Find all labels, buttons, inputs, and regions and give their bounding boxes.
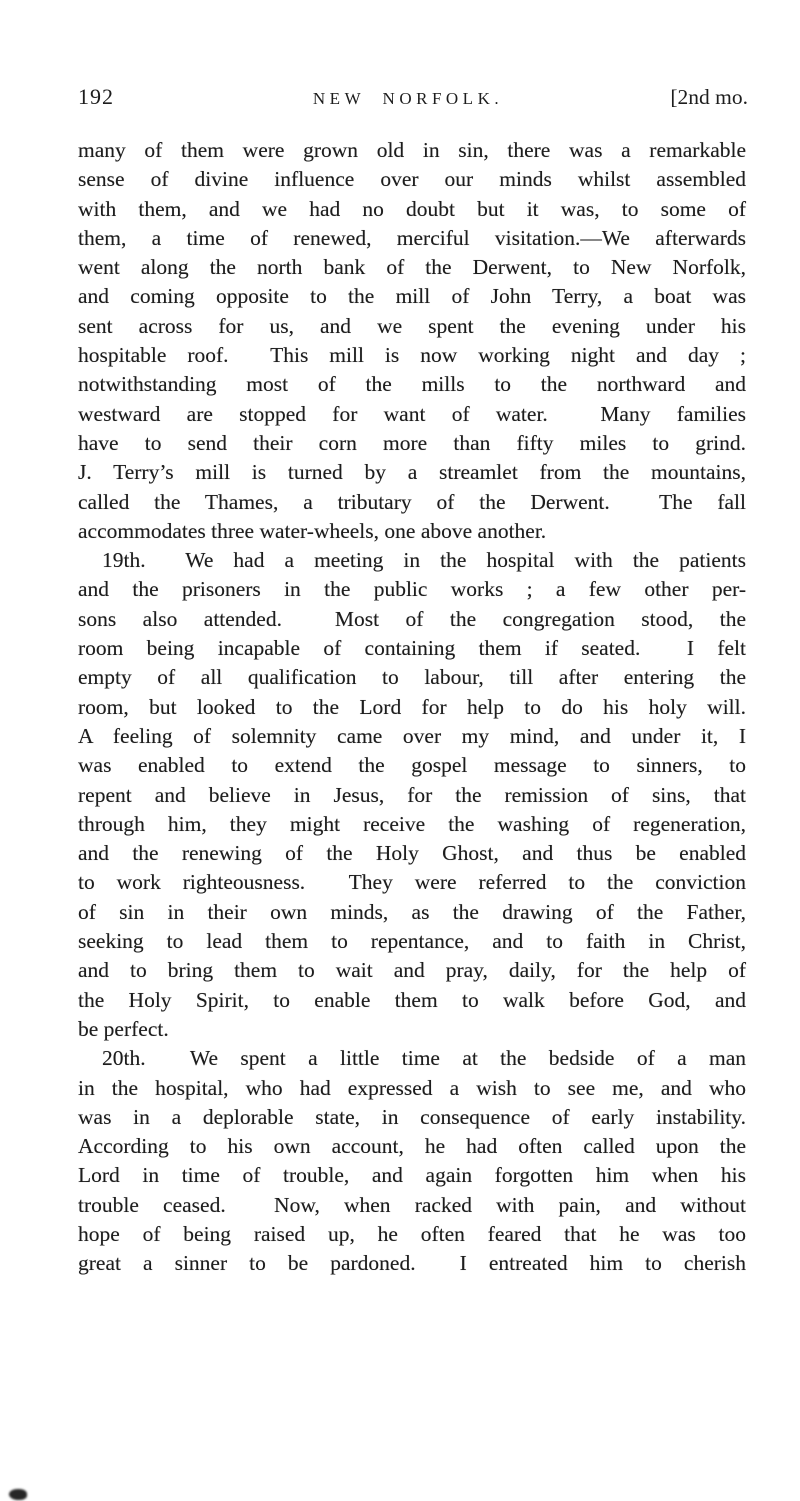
text-line: in the hospital, who had expressed a wish to see me, and who (78, 1075, 746, 1100)
text-line: many of them were grown old in sin, there was a remarkable (78, 138, 746, 162)
text-line: and the renewing of the Holy Ghost, and thus be enabled (78, 841, 746, 866)
text-line: hospitable roof. This mill is now working night and day ; (78, 343, 746, 368)
text-line: and the prisoners in the public works ; a few other per- (78, 577, 746, 602)
text-line: hope of being raised up, he often feared that he was too (78, 1221, 746, 1246)
page-number: 192 (78, 84, 114, 109)
text-line: According to his own account, he had often called upon the (78, 1134, 746, 1159)
text-line: Lord in time of trouble, and again forgotten him when his (78, 1163, 746, 1188)
text-line: 19th. We had a meeting in the hospital with the patients (102, 548, 746, 573)
page-header (78, 84, 748, 110)
ink-smudge (9, 1489, 27, 1500)
text-line: room being incapable of containing them if seated. I felt (78, 636, 746, 661)
text-line: westward are stopped for want of water. Many families (78, 401, 746, 426)
text-line: accommodates three water-wheels, one above another. (78, 518, 547, 543)
text-line: sons also attended. Most of the congregation stood, the (78, 606, 746, 631)
text-line: of sin in their own minds, as the drawing of the Father, (78, 899, 746, 924)
date-marker: [2nd mo. (670, 85, 748, 109)
text-line: sent across for us, and we spent the evening under his (78, 313, 746, 338)
paragraph-2 (78, 546, 746, 1044)
text-line: to work righteousness. They were referred to the conviction (78, 870, 746, 895)
text-line: repent and believe in Jesus, for the remission of sins, that (78, 782, 746, 807)
text-line: trouble ceased. Now, when racked with pain, and without (78, 1192, 746, 1217)
text-line: with them, and we had no doubt but it was, to some of (78, 196, 746, 221)
text-line: sense of divine influence over our minds whilst assembled (78, 167, 746, 192)
text-line: and coming opposite to the mill of John Terry, a boat was (78, 284, 746, 309)
text-line: 20th. We spent a little time at the bedside of a man (102, 1046, 746, 1071)
text-line: was enabled to extend the gospel message to sinners, to (78, 753, 746, 778)
text-line: great a sinner to be pardoned. I entreated him to cherish (78, 1251, 746, 1276)
paragraph-1 (78, 136, 746, 546)
running-title: NEW NORFOLK. (312, 89, 504, 108)
text-line: was in a deplorable state, in consequence of early instability. (78, 1104, 746, 1129)
text-line: empty of all qualification to labour, till after entering the (78, 665, 746, 690)
text-line: and to bring them to wait and pray, daily, for the help of (78, 958, 746, 983)
paragraph-3 (78, 1044, 746, 1278)
text-line: went along the north bank of the Derwent, to New Norfolk, (78, 255, 746, 280)
text-line: room, but looked to the Lord for help to do his holy will. (78, 694, 746, 719)
text-line: seeking to lead them to repentance, and to faith in Christ, (78, 929, 746, 954)
text-line: A feeling of solemnity came over my mind, and under it, I (78, 723, 746, 748)
text-line: called the Thames, a tributary of the Derwent. The fall (78, 489, 746, 514)
text-line: notwithstanding most of the mills to the northward and (78, 372, 746, 397)
page-body (78, 136, 746, 1279)
text-line: have to send their corn more than fifty miles to grind. (78, 430, 746, 455)
text-line: through him, they might receive the washing of regeneration, (78, 811, 746, 836)
text-line: them, a time of renewed, merciful visitation.—We afterwards (78, 225, 746, 250)
text-line: the Holy Spirit, to enable them to walk before God, and (78, 987, 746, 1012)
text-line: J. Terry’s mill is turned by a streamlet from the mountains, (78, 460, 746, 485)
text-line: be perfect. (78, 1016, 169, 1041)
